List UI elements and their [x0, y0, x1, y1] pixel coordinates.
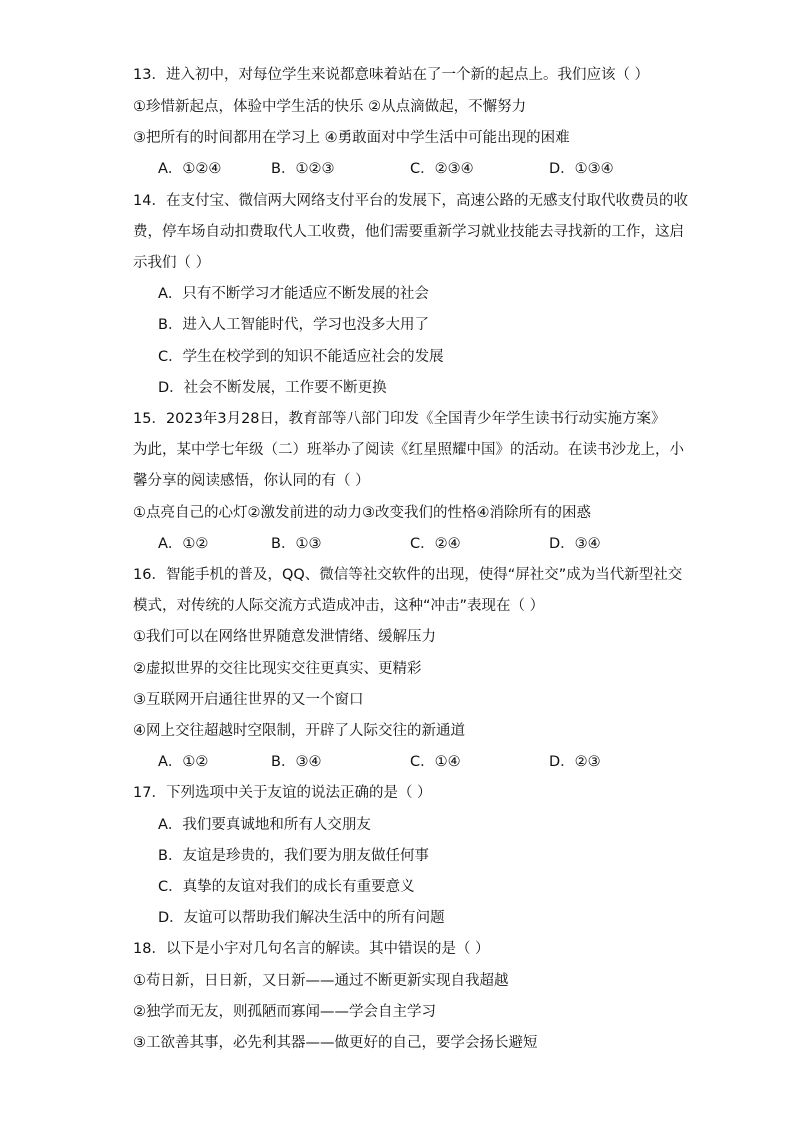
question-15-stem: 为此，某中学七年级（二）班举办了阅读《红星照耀中国》的活动。在读书沙龙上，小 — [133, 442, 684, 458]
question-18-statement: ③工欲善其事，必先利其器——做更好的自己，要学会扬长避短 — [133, 1035, 538, 1051]
choice-c: C．学生在校学到的知识不能适应社会的发展 — [158, 349, 444, 365]
question-13-statement: ①珍惜新起点，体验中学生活的快乐 ②从点滴做起，不懈努力 — [133, 99, 527, 115]
choice-a: A．我们要真诚地和所有人交朋友 — [158, 817, 371, 833]
question-16-statement: ②虚拟世界的交往比现实交往更真实、更精彩 — [133, 661, 422, 677]
question-15-stem: 馨分享的阅读感悟，你认同的有（ ） — [133, 473, 370, 489]
choice-a: A．①② — [158, 754, 209, 770]
choice-a: A．①② — [158, 536, 209, 552]
choice-b: B．③④ — [271, 754, 322, 770]
question-16-stem: 16．智能手机的普及，QQ、微信等社交软件的出现，使得“屏社交”成为当代新型社交 — [133, 567, 683, 583]
question-13-stem: 13．进入初中，对每位学生来说都意味着站在了一个新的起点上。我们应该（ ） — [133, 67, 650, 83]
choice-a: A．①②④ — [158, 161, 222, 177]
choice-b: B．进入人工智能时代，学习也没多大用了 — [158, 317, 429, 333]
question-13-statement: ③把所有的时间都用在学习上 ④勇敢面对中学生活中可能出现的困难 — [133, 130, 570, 146]
choice-d: D．②③ — [549, 754, 601, 770]
choice-a: A．只有不断学习才能适应不断发展的社会 — [158, 286, 429, 302]
question-15-statement: ①点亮自己的心灯②激发前进的动力③改变我们的性格④消除所有的困惑 — [133, 505, 591, 521]
question-17-stem: 17．下列选项中关于友谊的说法正确的是（ ） — [133, 785, 432, 801]
choice-d: D．社会不断发展，工作要不断更换 — [158, 380, 387, 396]
choice-b: B．友谊是珍贵的，我们要为朋友做任何事 — [158, 848, 429, 864]
question-18-statement: ①苟日新，日日新，又日新——通过不断更新实现自我超越 — [133, 973, 509, 989]
choice-d: D．③④ — [549, 536, 601, 552]
question-16-stem: 模式，对传统的人际交流方式造成冲击，这种“冲击”表现在（ ） — [133, 598, 545, 614]
question-15-stem: 15．2023年3月28日，教育部等八部门印发《全国青少年学生读书行动实施方案》 — [133, 411, 666, 427]
choice-b: B．①③ — [271, 536, 322, 552]
question-18-statement: ②独学而无友，则孤陋而寡闻——学会自主学习 — [133, 1004, 436, 1020]
choice-c: C．②④ — [410, 536, 461, 552]
choice-c: C．真挚的友谊对我们的成长有重要意义 — [158, 879, 415, 895]
choice-d: D．①③④ — [549, 161, 614, 177]
question-16-statement: ①我们可以在网络世界随意发泄情绪、缓解压力 — [133, 629, 436, 645]
question-16-statement: ④网上交往超越时空限制，开辟了人际交往的新通道 — [133, 723, 465, 739]
question-14-stem: 示我们（ ） — [133, 255, 211, 271]
choice-c: C．②③④ — [410, 161, 474, 177]
question-18-stem: 18．以下是小宇对几句名言的解读。其中错误的是（ ） — [133, 941, 490, 957]
choice-d: D．友谊可以帮助我们解决生活中的所有问题 — [158, 910, 445, 926]
question-14-stem: 14．在支付宝、微信两大网络支付平台的发展下，高速公路的无感支付取代收费员的收 — [133, 193, 688, 209]
question-14-stem: 费，停车场自动扣费取代人工收费，他们需要重新学习就业技能去寻找新的工作，这启 — [133, 224, 684, 240]
question-16-statement: ③互联网开启通往世界的又一个窗口 — [133, 692, 364, 708]
choice-b: B．①②③ — [271, 161, 335, 177]
choice-c: C．①④ — [410, 754, 461, 770]
